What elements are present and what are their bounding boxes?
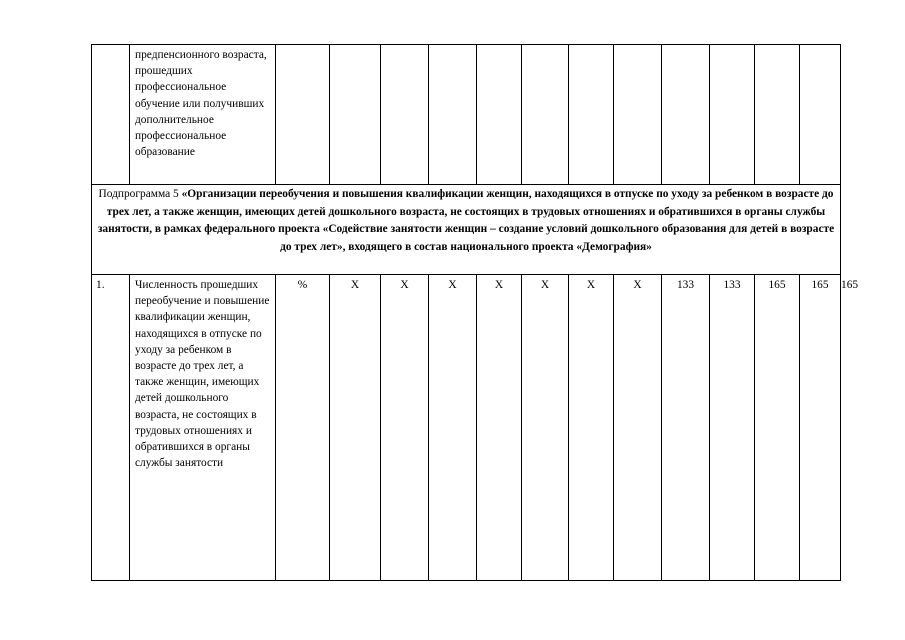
value-cell — [614, 45, 662, 185]
value-cell — [710, 45, 755, 185]
value-cell — [429, 45, 477, 185]
value-cell: X — [477, 275, 522, 581]
value-cell: X — [522, 275, 569, 581]
value-cell: X — [429, 275, 477, 581]
subprogram-title: «Организации переобучения и повышения квалификации женщин, находящихся в отпуске по уходу за ребенком в возрасте до трех лет, а также женщин, имеющих детей дошкольного возраста, не состоящих в трудовых отношениях и обратившихся в органы службы занятости, в рамках федерального проекта «Содействие занятости женщин – создание условий дошкольного образования для детей в возрасте до трех лет», входящего в состав национального проекта «Демография» — [97, 188, 835, 253]
value-cell: X — [614, 275, 662, 581]
section-header-row — [92, 185, 841, 275]
subprogram-prefix: Подпрограмма 5 — [98, 188, 182, 200]
subprogram-heading — [92, 185, 841, 275]
value-cell — [569, 45, 614, 185]
table-row-continuation — [92, 45, 841, 185]
unit-cell — [276, 45, 330, 185]
value-cell: X — [569, 275, 614, 581]
row-number-cell — [92, 45, 130, 185]
value-cell: 165 — [755, 275, 800, 581]
value-cell — [800, 45, 841, 185]
indicator-table — [91, 44, 859, 581]
value-cell — [477, 45, 522, 185]
value-cell: 133 — [662, 275, 710, 581]
value-cell — [330, 45, 381, 185]
unit-cell: % — [276, 275, 330, 581]
value-cell — [662, 45, 710, 185]
value-cell: X — [330, 275, 381, 581]
indicator-name-cell: Численность прошедших переобучение и повышение квалификации женщин, находящихся в отпуске по уходу за ребенком в возрасте до трех лет, а также женщин, имеющих детей дошкольного возраста, не состоящих в трудовых отношениях и обратившихся в органы службы занятости — [130, 275, 276, 581]
value-cell — [755, 45, 800, 185]
table-row-1: 1. Численность прошедших переобучение и повышение квалификации женщин, находящихся в отпуске по уходу за ребенком в возрасте до трех лет, а также женщин, имеющих детей дошкольного возраста, не состоящих в трудовых отношениях и обратившихся в органы службы занятости % X X X X X X X 133 133 165 165 165 — [92, 275, 841, 581]
value-cell: 165 — [800, 275, 841, 581]
indicator-name-cell: предпенсионного возраста, прошедших профессиональное обучение или получивших дополнительное профессиональное образование — [130, 45, 276, 185]
value-cell — [381, 45, 429, 185]
value-cell — [522, 45, 569, 185]
value-cell: 133 — [710, 275, 755, 581]
row-number-cell: 1. — [92, 275, 130, 581]
value-cell: X — [381, 275, 429, 581]
